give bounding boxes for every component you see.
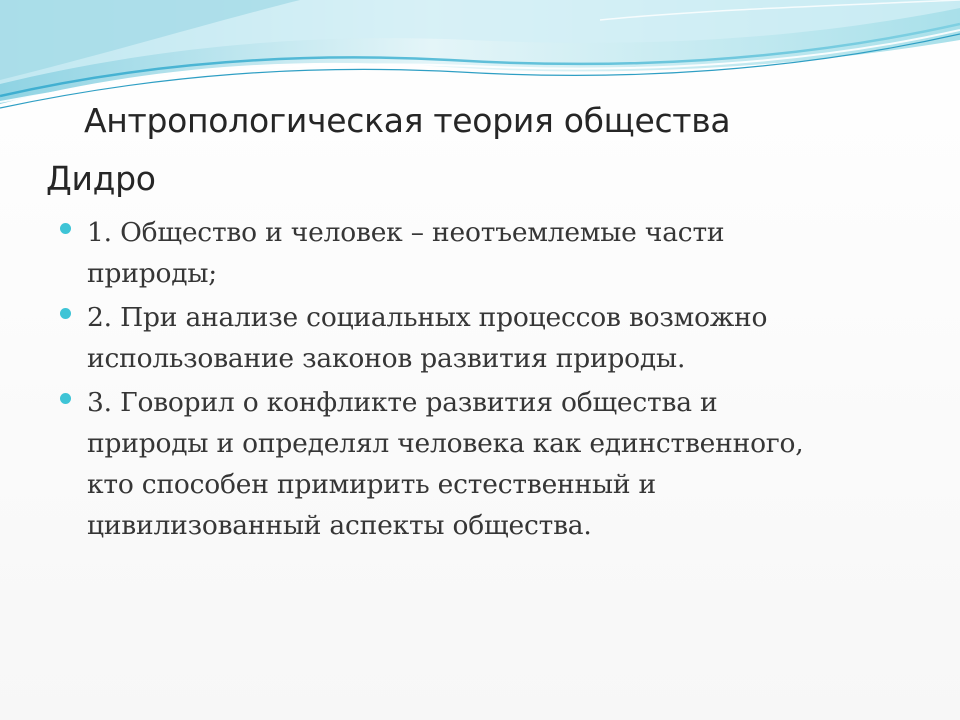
bullet-text-line: 2. При анализе социальных процессов возможно xyxy=(87,302,768,333)
bullet-text-line: цивилизованный аспекты общества. xyxy=(87,510,592,541)
bullet-item xyxy=(60,212,920,294)
slide-title xyxy=(46,92,906,208)
slide-title-line: Антропологическая теория общества xyxy=(84,101,731,140)
bullet-text-line: 1. Общество и человек – неотъемлемые части xyxy=(87,217,725,248)
bullet-text-line: использование законов развития природы. xyxy=(87,343,686,374)
bullet-list xyxy=(60,212,920,549)
bullet-text-line: 3. Говорил о конфликте развития общества и xyxy=(87,387,718,418)
slide-title-line: Дидро xyxy=(46,159,156,198)
bullet-text-line: природы; xyxy=(87,258,217,289)
bullet-dot-icon xyxy=(60,308,71,319)
bullet-item xyxy=(60,382,920,546)
bullet-dot-icon xyxy=(60,393,71,404)
bullet-item xyxy=(60,297,920,379)
bullet-text-line: природы и определял человека как единственного, xyxy=(87,428,804,459)
bullet-dot-icon xyxy=(60,223,71,234)
bullet-text-line: кто способен примирить естественный и xyxy=(87,469,657,500)
